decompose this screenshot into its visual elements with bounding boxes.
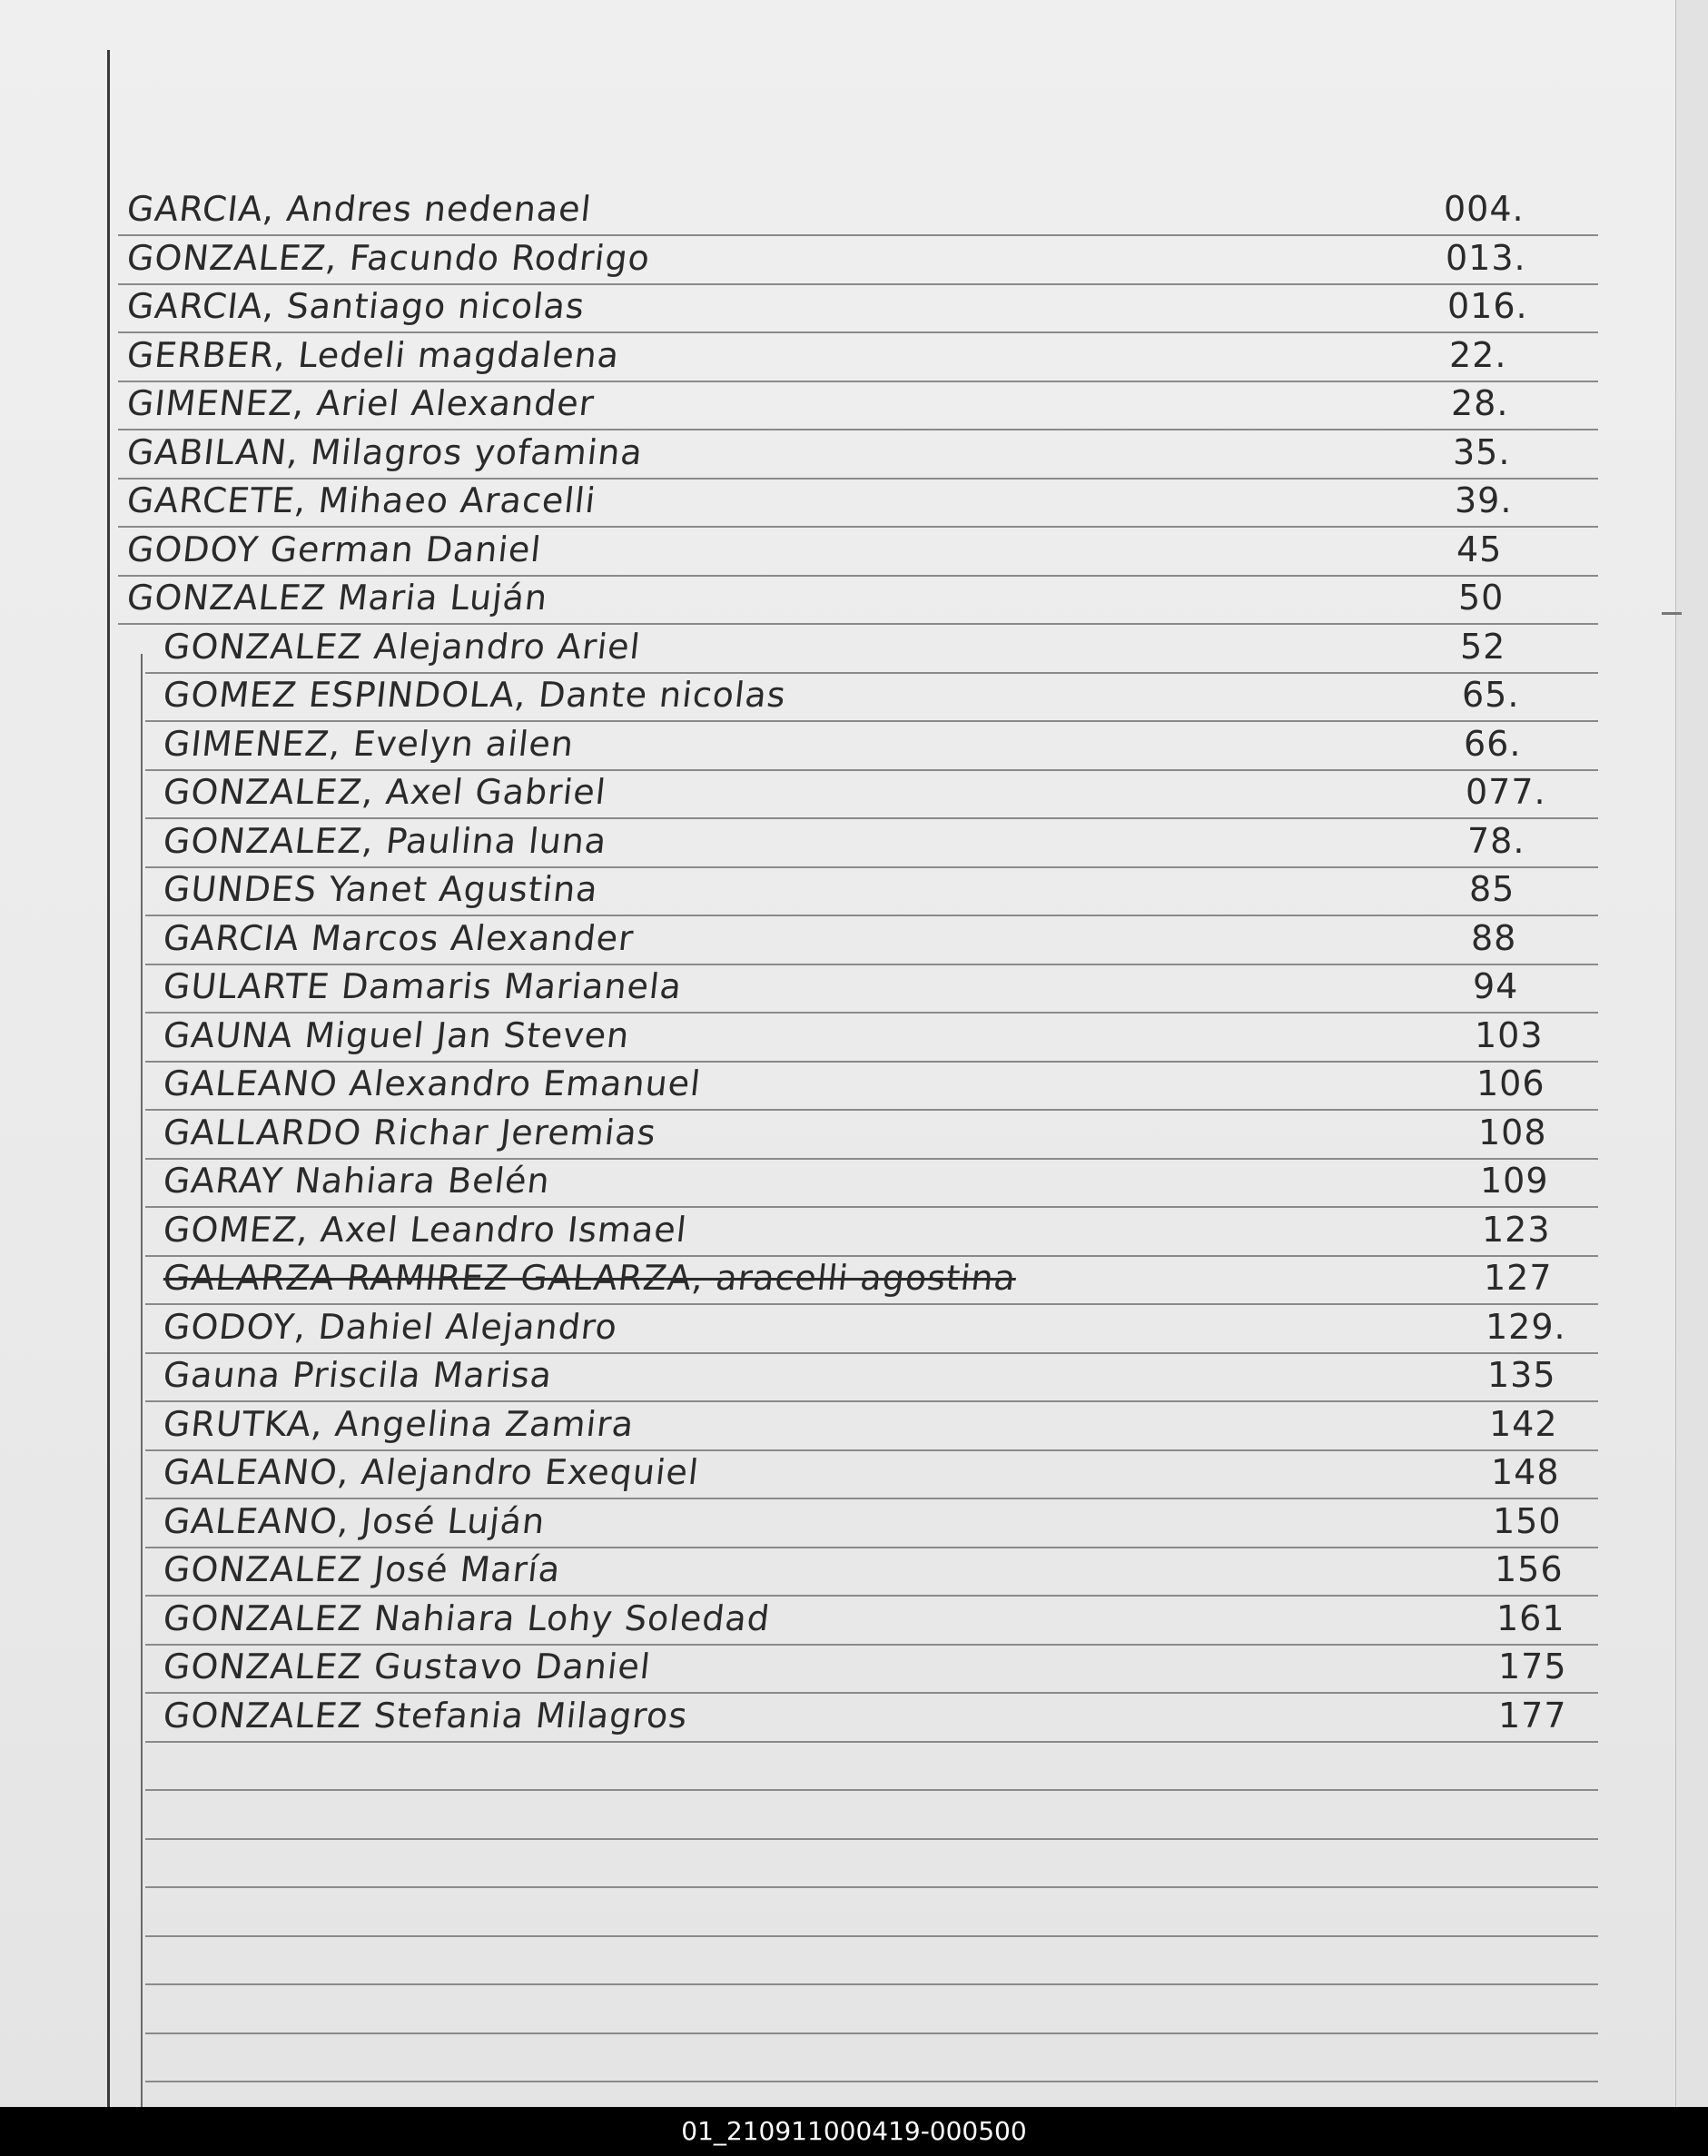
list-item — [0, 1450, 1708, 1498]
list-item — [0, 1159, 1708, 1206]
list-item — [0, 1256, 1708, 1303]
student-name: GALEANO, Alejandro Exequiel — [161, 1452, 701, 1492]
list-item — [0, 1062, 1708, 1109]
student-name: GIMENEZ, Evelyn ailen — [161, 724, 577, 764]
list-item — [0, 916, 1708, 964]
list-item — [0, 819, 1708, 866]
list-number: 013. — [1446, 238, 1526, 278]
list-number: 103 — [1475, 1015, 1544, 1055]
list-item — [0, 1305, 1708, 1352]
list-number: 35. — [1453, 432, 1511, 472]
student-name: GARCIA Marcos Alexander — [161, 918, 637, 958]
list-number: 150 — [1493, 1501, 1562, 1541]
list-item — [0, 964, 1708, 1012]
list-number: 016. — [1447, 286, 1528, 326]
list-number: 65. — [1462, 675, 1520, 715]
list-item — [0, 430, 1708, 478]
list-item — [0, 673, 1708, 720]
student-name: GARCIA, Santiago nicolas — [124, 286, 587, 326]
list-item — [0, 1402, 1708, 1449]
list-item — [0, 1353, 1708, 1400]
image-caption: 01_210911000419-000500 — [0, 2107, 1708, 2156]
list-number: 94 — [1473, 966, 1519, 1006]
list-number: 123 — [1482, 1210, 1551, 1250]
student-name: GRUTKA, Angelina Zamira — [161, 1404, 637, 1444]
list-number: 156 — [1495, 1549, 1564, 1589]
list-number: 129. — [1486, 1307, 1566, 1347]
list-number: 077. — [1466, 772, 1546, 812]
list-item — [0, 236, 1708, 283]
list-item — [0, 770, 1708, 817]
student-name: GONZALEZ José María — [161, 1549, 563, 1589]
list-item — [0, 722, 1708, 769]
list-number: 88 — [1471, 918, 1517, 958]
student-name: GOMEZ ESPINDOLA, Dante nicolas — [161, 675, 789, 715]
student-name: GONZALEZ, Axel Gabriel — [161, 772, 608, 812]
list-item — [0, 867, 1708, 915]
list-number: 175 — [1498, 1647, 1567, 1686]
list-item — [0, 1694, 1708, 1741]
list-item — [0, 625, 1708, 672]
list-item — [0, 479, 1708, 526]
list-number: 28. — [1451, 383, 1509, 423]
student-name: GAUNA Miguel Jan Steven — [161, 1015, 632, 1055]
list-number: 52 — [1460, 627, 1506, 667]
student-name: GIMENEZ, Ariel Alexander — [124, 383, 597, 423]
student-name: GARCIA, Andres nedenael — [124, 189, 594, 229]
student-name: GARCETE, Mihaeo Aracelli — [124, 480, 598, 520]
student-name: GONZALEZ Alejandro Ariel — [161, 627, 643, 667]
list-item — [0, 1499, 1708, 1547]
student-name: Gauna Priscila Marisa — [161, 1355, 555, 1395]
list-item — [0, 187, 1708, 234]
list-item — [0, 1645, 1708, 1692]
student-name: GUNDES Yanet Agustina — [161, 869, 601, 909]
student-name: GODOY, Dahiel Alejandro — [161, 1307, 620, 1347]
list-number: 66. — [1464, 724, 1522, 764]
student-name: GOMEZ, Axel Leandro Ismael — [161, 1210, 689, 1250]
student-name: GERBER, Ledeli magdalena — [124, 335, 622, 375]
list-number: 142 — [1489, 1404, 1558, 1444]
student-name: GALEANO Alexandro Emanuel — [161, 1063, 704, 1103]
list-number: 004. — [1444, 189, 1525, 229]
list-number: 85 — [1469, 869, 1515, 909]
student-name: GALARZA RAMIREZ GALARZA, aracelli agostina — [161, 1258, 1019, 1298]
list-number: 45 — [1456, 529, 1503, 569]
list-number: 161 — [1496, 1598, 1565, 1638]
student-name: GARAY Nahiara Belén — [161, 1161, 553, 1201]
list-item — [0, 1014, 1708, 1061]
list-number: 22. — [1449, 335, 1507, 375]
list-number: 108 — [1478, 1113, 1547, 1152]
student-name: GALEANO, José Luján — [161, 1501, 548, 1541]
student-name: GABILAN, Milagros yofamina — [124, 432, 646, 472]
list-item — [0, 381, 1708, 429]
list-number: 39. — [1455, 480, 1513, 520]
list-item — [0, 528, 1708, 575]
list-number: 106 — [1476, 1063, 1545, 1103]
list-item — [0, 1548, 1708, 1595]
student-name: GONZALEZ Nahiara Lohy Soledad — [161, 1598, 773, 1638]
student-name: GONZALEZ Gustavo Daniel — [161, 1647, 653, 1686]
list-number: 78. — [1467, 821, 1525, 861]
student-name: GONZALEZ Maria Luján — [124, 578, 550, 618]
list-item — [0, 284, 1708, 331]
student-name: GULARTE Damaris Marianela — [161, 966, 685, 1006]
student-name: GONZALEZ Stefania Milagros — [161, 1696, 690, 1736]
student-name: GONZALEZ, Facundo Rodrigo — [124, 238, 653, 278]
list-number: 127 — [1484, 1258, 1553, 1298]
list-number: 109 — [1480, 1161, 1549, 1201]
list-number: 148 — [1491, 1452, 1560, 1492]
list-number: 135 — [1487, 1355, 1556, 1395]
list-number: 50 — [1458, 578, 1505, 618]
list-item — [0, 333, 1708, 381]
list-number: 177 — [1498, 1696, 1567, 1736]
list-item — [0, 576, 1708, 623]
student-name: GONZALEZ, Paulina luna — [161, 821, 609, 861]
student-name: GODOY German Daniel — [124, 529, 544, 569]
list-item — [0, 1597, 1708, 1644]
list-item — [0, 1111, 1708, 1158]
list-item — [0, 1208, 1708, 1255]
student-name: GALLARDO Richar Jeremias — [161, 1113, 658, 1152]
